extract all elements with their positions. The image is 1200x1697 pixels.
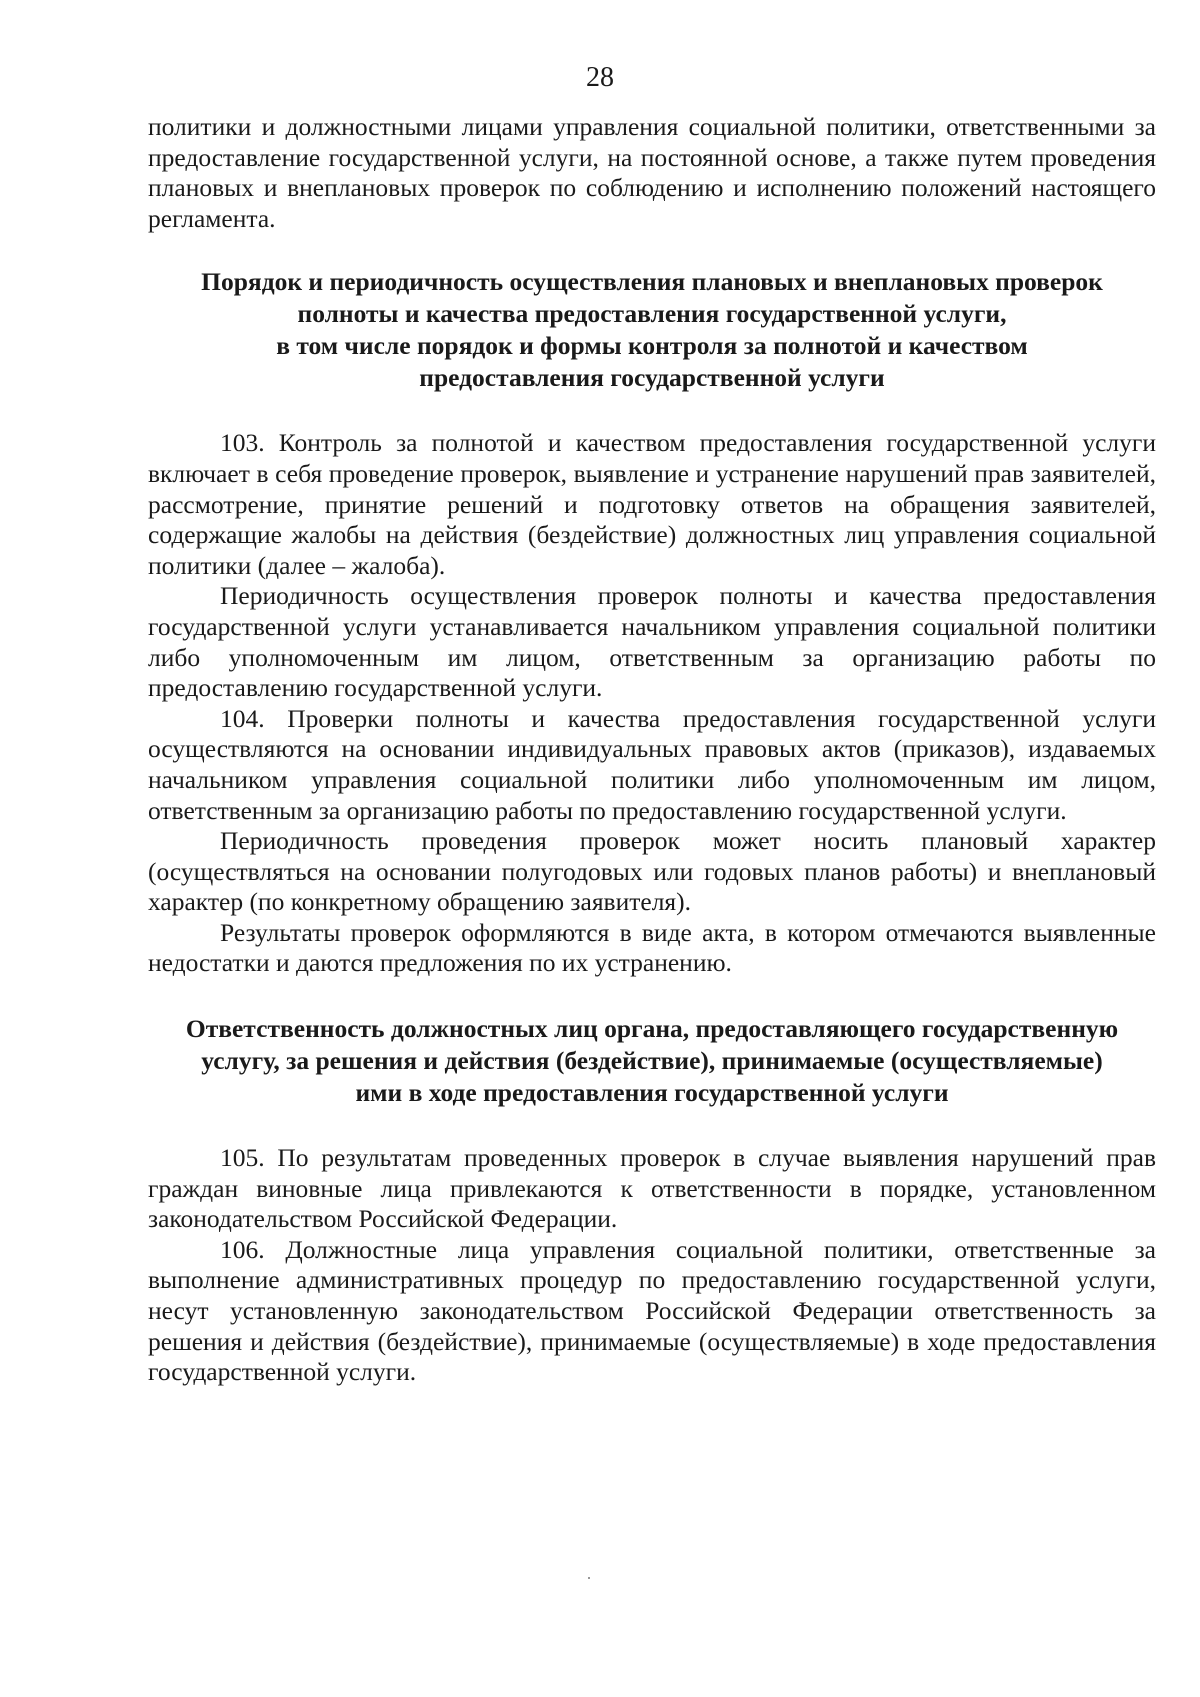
heading-line: ими в ходе предоставления государственной услуги bbox=[355, 1078, 949, 1108]
page-number: 28 bbox=[586, 62, 614, 93]
heading-line: Ответственность должностных лиц органа, предоставляющего государственную bbox=[185, 1014, 1119, 1044]
heading-line: услугу, за решения и действия (бездействие), принимаемые (осуществляемые) bbox=[201, 1046, 1103, 1076]
paragraph-103-periodicity: Периодичность осуществления проверок полноты и качества предоставления государственной услуги устанавливается начальником управления социальной политики либо уполномоченным им лицом, ответственным за организацию работы по предоставлению государственной услуги. bbox=[148, 581, 1156, 703]
section-heading-control-procedure bbox=[148, 266, 1156, 394]
paragraph-103: 103. Контроль за полнотой и качеством предоставления государственной услуги включает в себя проведение проверок, выявление и устранение нарушений прав заявителей, рассмотрение, принятие решений и подготовку ответов на обращения заявителей, содержащие жалобы на действия (бездействие) должностных лиц управления социальной политики (далее – жалоба). bbox=[148, 428, 1156, 580]
section-heading-responsibility bbox=[148, 1013, 1156, 1109]
paragraph-105: 105. По результатам проведенных проверок в случае выявления нарушений прав граждан виновные лица привлекаются к ответственности в порядке, установленном законодательством Российской Федерации. bbox=[148, 1143, 1156, 1234]
heading-line: Порядок и периодичность осуществления плановых и внеплановых проверок bbox=[201, 267, 1103, 297]
heading-line: в том числе порядок и формы контроля за полнотой и качеством bbox=[276, 331, 1028, 361]
document-body bbox=[148, 112, 1156, 1388]
heading-line: предоставления государственной услуги bbox=[419, 363, 885, 393]
intro-paragraph: политики и должностными лицами управления социальной политики, ответственными за предоставление государственной услуги, на постоянной основе, а также путем проведения плановых и внеплановых проверок по соблюдению и исполнению положений настоящего регламента. bbox=[148, 112, 1156, 233]
heading-line: полноты и качества предоставления государственной услуги, bbox=[297, 299, 1007, 329]
paragraph-104: 104. Проверки полноты и качества предоставления государственной услуги осуществляются на основании индивидуальных правовых актов (приказов), издаваемых начальником управления социальной политики либо уполномоченным им лицом, ответственным за организацию работы по предоставлению государственной услуги. bbox=[148, 703, 1156, 825]
paragraph-104-results: Результаты проверок оформляются в виде акта, в котором отмечаются выявленные недостатки и даются предложения по их устранению. bbox=[148, 917, 1156, 978]
scan-speck bbox=[588, 1577, 590, 1579]
paragraph-104-periodicity: Периодичность проведения проверок может носить плановый характер (осуществляться на основании полугодовых или годовых планов работы) и внеплановый характер (по конкретному обращению заявителя). bbox=[148, 826, 1156, 917]
paragraph-106: 106. Должностные лица управления социальной политики, ответственные за выполнение административных процедур по предоставлению государственной услуги, несут установленную законодательством Российской Федерации ответственность за решения и действия (бездействие), принимаемые (осуществляемые) в ходе предоставления государственной услуги. bbox=[148, 1234, 1156, 1387]
